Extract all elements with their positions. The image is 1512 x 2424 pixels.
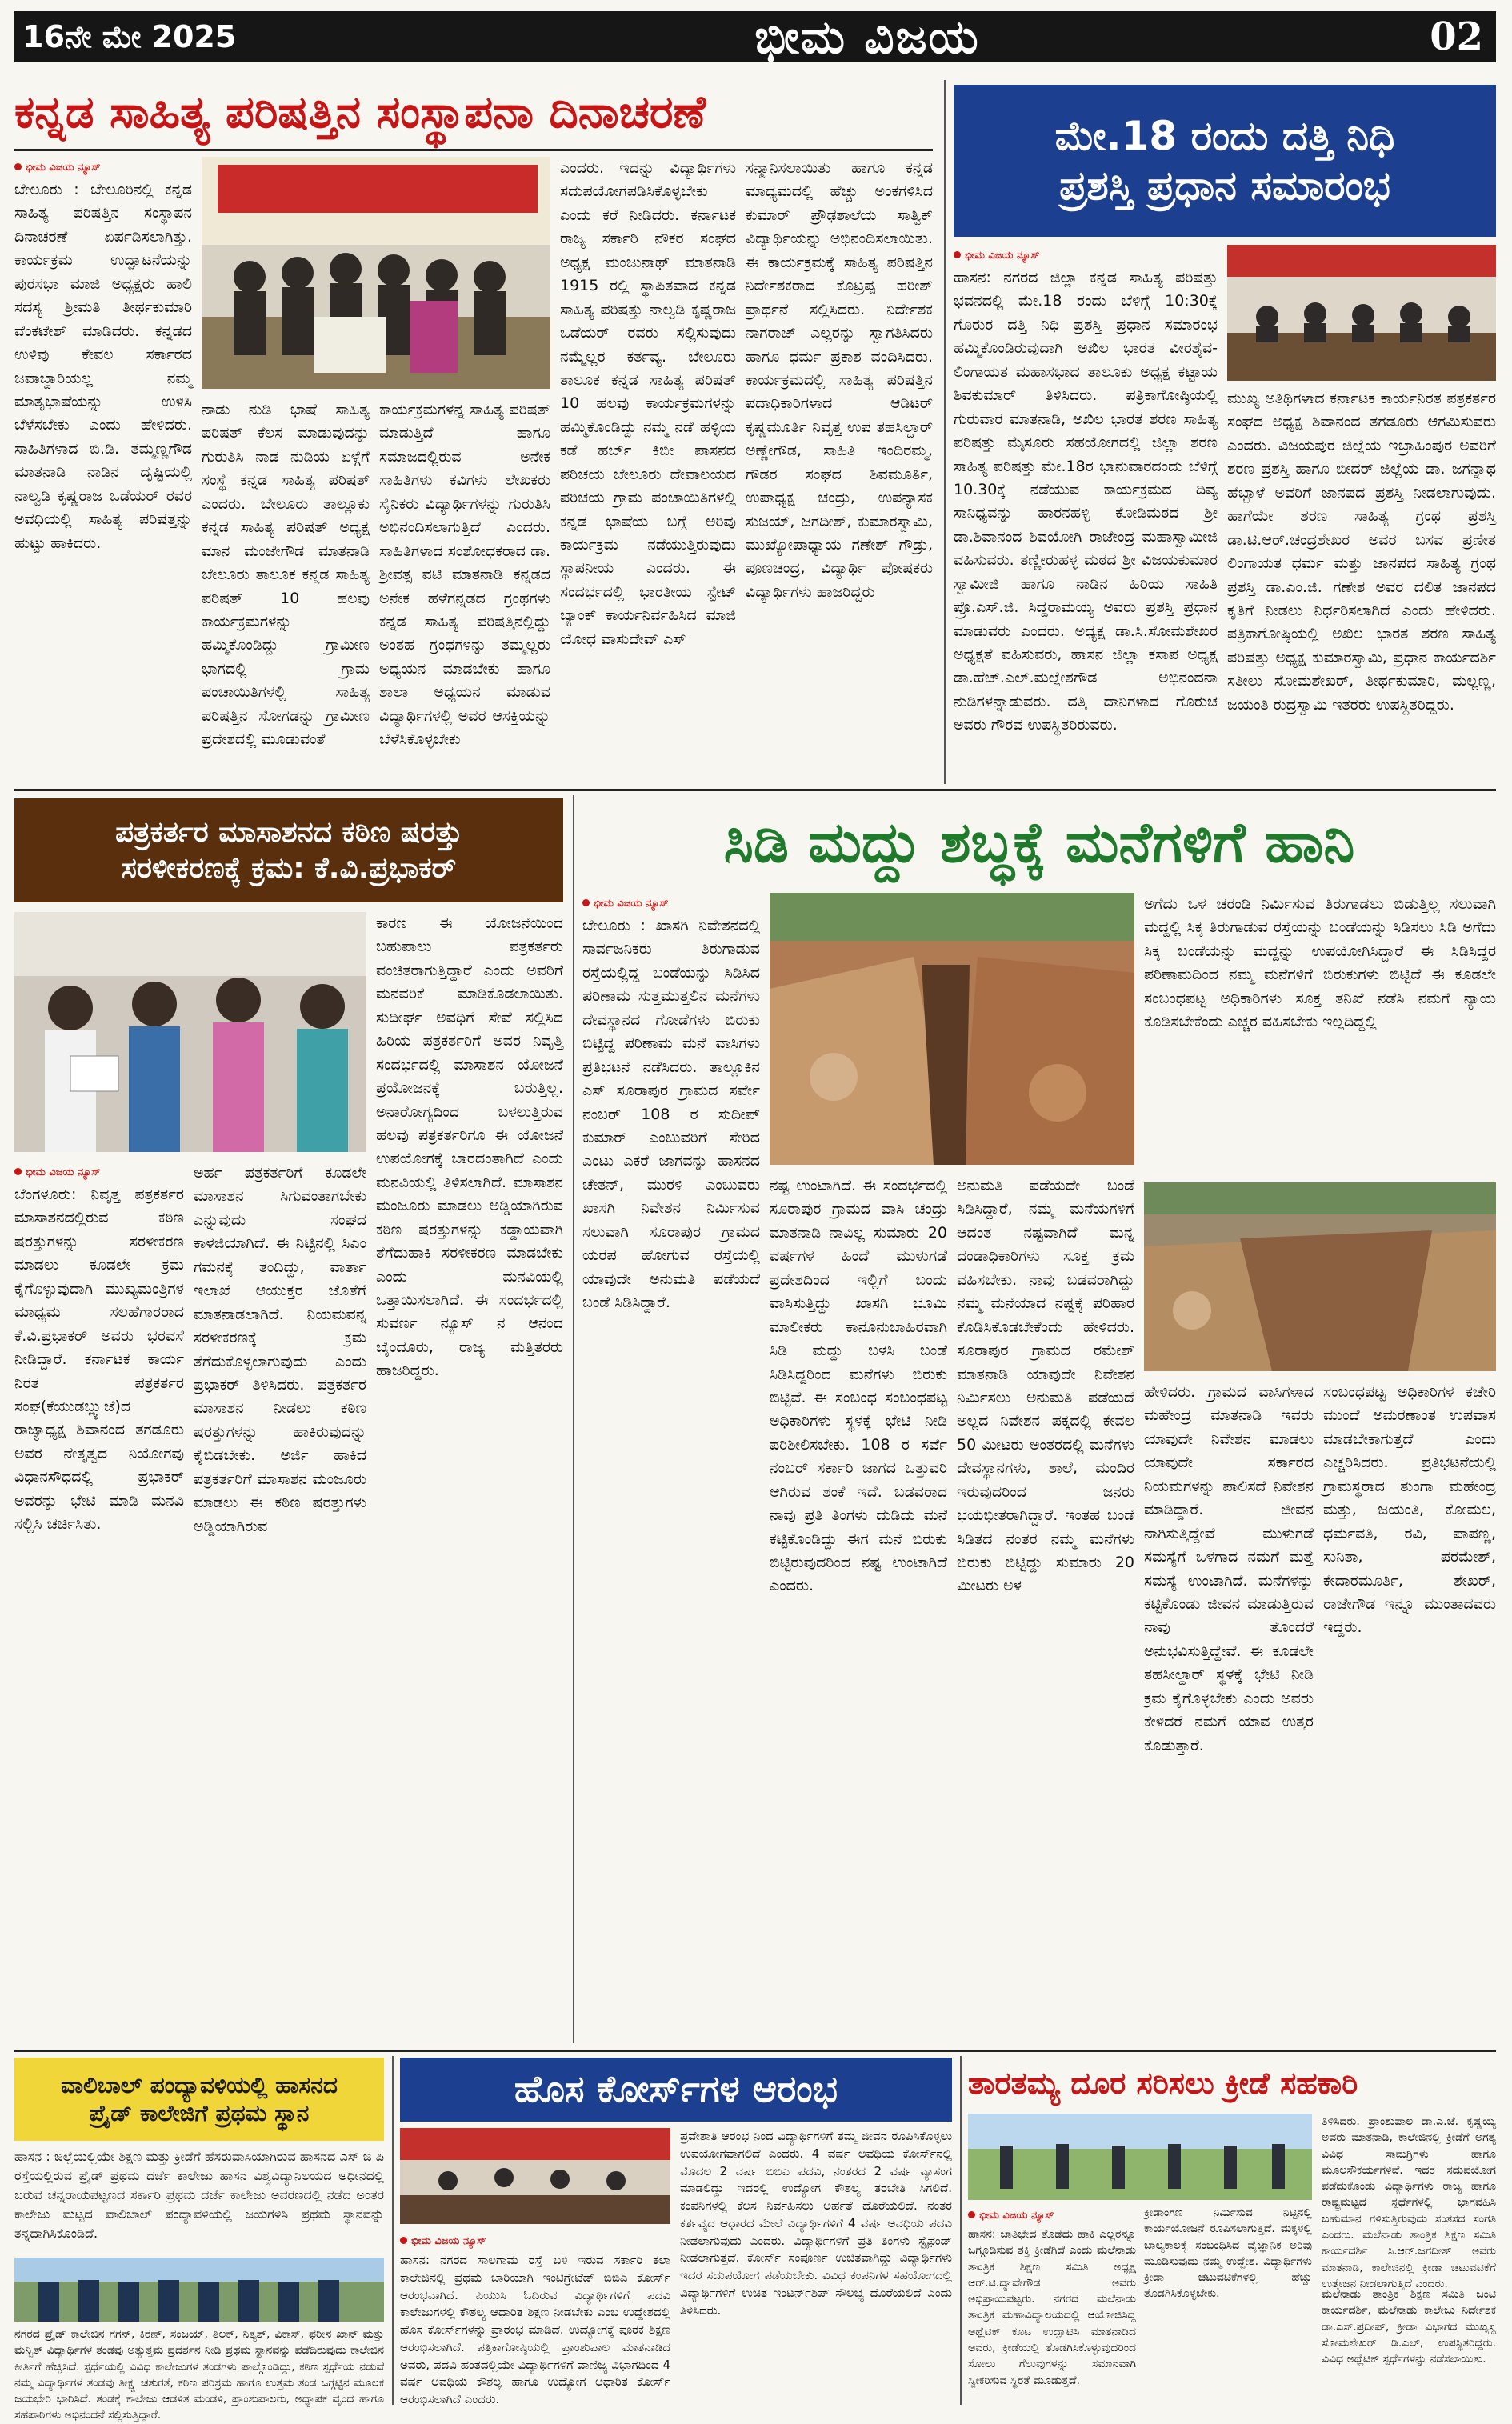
divider [14,2050,1496,2052]
article3-headline-line1: ಪತ್ರಕರ್ತರ ಮಾಸಾಶನದ ಕಠಿಣ ಷರತ್ತು [115,816,462,849]
article-text: ಬೇಲೂರು : ಖಾಸಗಿ ನಿವೇಶನದಲ್ಲಿ ಸಾರ್ವಜನಿಕರು ತಿರುಗಾಡುವ ರಸ್ತೆಯಲ್ಲಿದ್ದ ಬಂಡೆಯನ್ನು ಸಿಡಿಸಿದ ಪರಿಣಾಮ ಸುತ್ತಮುತ್ತಲಿನ ಮನೆಗಳು ದೇವಸ್ಥಾನದ ಗೋಡೆಗಳು ಬಿರುಕು ಬಿಟ್ಟಿದ್ದ ಪರಿಣಾಮ ಮನೆ ವಾಸಿಗಳು ಪ್ರತಿಭಟನೆ ನಡೆಸಿದರು. ತಾಲ್ಲೂಕಿನ ಎಸ್ ಸೂರಾಪುರ ಗ್ರಾಮದ ಸರ್ವೇ ನಂಬರ್ 108 ರ ಸುದೀಪ್ ಕುಮಾರ್ ಎಂಬುವರಿಗೆ ಸೇರಿದ ಎಂಟು ಎಕರೆ ಜಾಗವನ್ನು ಹಾಸನದ ಚೇತನ್, ಮುರಳಿ ಎಂಬುವರು ಖಾಸಗಿ ನಿವೇಶನ ನಿರ್ಮಿಸುವ ಸಲುವಾಗಿ ಸೂರಾಪುರ ಗ್ರಾಮದ ಯರಪ ಹೋಗುವ ರಸ್ತೆಯಲ್ಲಿ ಯಾವುದೇ ಅನುಮತಿ ಪಡೆಯದೆ ಬಂಡೆ ಸಿಡಿಸಿದ್ದಾರೆ. [582,917,760,1311]
article4-column-6 [1323,1381,1496,2042]
article-text: ಹಾಸನ: ಜಾತಿಭೇದ ತೊಡೆದು ಹಾಕಿ ಎಲ್ಲರನ್ನೂ ಒಗ್ಗೂಡಿಸುವ ಶಕ್ತಿ ಕ್ರೀಡೆಗಿದೆ ಎಂದು ಮಲೆನಾಡು ತಾಂತ್ರಿಕ ಶಿಕ್ಷಣ ಸಮಿತಿ ಅಧ್ಯಕ್ಷ ಆರ್.ಟಿ.ದ್ಯಾವೇಗೌಡ ಅವರು ಅಭಿಪ್ರಾಯಪಟ್ಟರು. ನಗರದ ಮಲೆನಾಡು ತಾಂತ್ರಿಕ ಮಹಾವಿದ್ಯಾಲಯದಲ್ಲಿ ಆಯೋಜಿಸಿದ್ದ ಅಥ್ಲೆಟಿಕ್ ಕೂಟ ಉದ್ಘಾಟಿಸಿ ಮಾತನಾಡಿದ ಅವರು, ಕ್ರೀಡೆಯಲ್ಲಿ ತೊಡಗಿಸಿಕೊಳ್ಳುವುದರಿಂದ ಸೋಲು ಗೆಲುವುಗಳನ್ನು ಸಮಾನವಾಗಿ ಸ್ವೀಕರಿಸುವ ಸ್ಥಿರತೆ ಮೂಡುತ್ತದೆ. [968,2228,1136,2387]
article7-headline-box [968,2058,1496,2109]
article6-headline: ಹೊಸ ಕೋರ್ಸ್‌ಗಳ ಆರಂಭ [514,2067,838,2111]
article2-column-1 [954,245,1218,781]
article-text: ಹಾಸನ : ಜಿಲ್ಲೆಯಲ್ಲಿಯೇ ಶಿಕ್ಷಣ ಮತ್ತು ಕ್ರೀಡೆಗೆ ಹೆಸರುವಾಸಿಯಾಗಿರುವ ಹಾಸನದ ಎಸ್ ಜಿ ಪಿ ರಸ್ತೆಯಲ್ಲಿರುವ ಪ್ರೈಡ್ ಪ್ರಥಮ ದರ್ಜೆ ಕಾಲೇಜು ಹಾಸನ ವಿಶ್ವವಿದ್ಯಾನಿಲಯದ ಅಧೀನದಲ್ಲಿ ಬರುವ ಚನ್ನರಾಯಪಟ್ಟಣದ ಸರ್ಕಾರಿ ಪ್ರಥಮ ದರ್ಜೆ ಕಾಲೇಜು ಅವರಣದಲ್ಲಿ ನಡೆದ ಅಂತರ ಕಾಲೇಜು ಮಟ್ಟದ ವಾಲಿಬಾಲ್ ಪಂದ್ಯಾವಳಿಯಲ್ಲಿ ಜಯಗಳಿಸಿ ಪ್ರಥಮ ಸ್ಥಾನವನ್ನು ತನ್ನದಾಗಿಸಿಕೊಂಡಿದೆ. [14,2149,384,2241]
article-text: ಸಂಬಂಧಪಟ್ಟ ಅಧಿಕಾರಿಗಳ ಕಚೇರಿ ಮುಂದೆ ಅಮರಣಾಂತ ಉಪವಾಸ ಮಾಡಬೇಕಾಗುತ್ತದೆ ಎಂದು ಎಚ್ಚರಿಸಿದರು. ಪ್ರತಿಭಟನೆಯಲ್ಲಿ ಗ್ರಾಮಸ್ಥರಾದ ತುಂಗಾ ಮಹೇಂದ್ರ ಮತ್ತು, ಜಯಂತಿ, ಕೋಮಲ, ಧರ್ಮವತಿ, ರವಿ, ಪಾಪಣ್ಣ, ಸುನಿತಾ, ಪರಮೇಶ್, ಕೇದಾರಮೂರ್ತಿ, ಶೇಖರ್, ರಾಜೇಗೌಡ ಇನ್ನೂ ಮುಂತಾದವರು ಇದ್ದರು. [1323,1383,1496,1637]
article-text: ಕ್ರೀಡಾಂಗಣ ನಿರ್ಮಿಸುವ ನಿಟ್ಟಿನಲ್ಲಿ ಕಾರ್ಯಯೋಜನೆ ರೂಪಿಸಲಾಗುತ್ತಿದೆ. ಮಕ್ಕಳಲ್ಲಿ ಬಾಲ್ಯಕಾಲಕ್ಕೆ ಸಂಬಂಧಿಸಿದ ವೈಜ್ಞಾನಿಕ ಅರಿವು ಮೂಡಿಸುವುದು ನಮ್ಮ ಉದ್ದೇಶ. ವಿದ್ಯಾರ್ಥಿಗಳು ಕ್ರೀಡಾ ಚಟುವಟಿಕೆಗಳಲ್ಲಿ ಹೆಚ್ಚು ತೊಡಗಿಸಿಕೊಳ್ಳಬೇಕು. [1144,2206,1312,2301]
article-text: ಅನುಮತಿ ಪಡೆಯದೇ ಬಂಡೆ ಸಿಡಿಸಿದ್ದಾರೆ, ನಮ್ಮ ಮನೆಯಗಳಿಗೆ ಆದಂತ ನಷ್ಟವಾಗಿದೆ ಮನ್ನ ದಂಡಾಧಿಕಾರಿಗಳು ಸೂಕ್ತ ಕ್ರಮ ವಹಿಸಬೇಕು. ನಾವು ಬಡವರಾಗಿದ್ದು ನಮ್ಮ ಮನೆಯಾದ ನಷ್ಟಕ್ಕೆ ಪರಿಹಾರ ಕೊಡಿಸಿಕೊಡಬೇಕೆಂದು ಹೇಳಿದರು. ಸೂರಾಪುರ ಗ್ರಾಮದ ರಮೇಶ್ ಮಾತನಾಡಿ ಯಾವುದೇ ನಿವೇಶನ ನಿರ್ಮಿಸಲು ಅನುಮತಿ ಪಡೆಯದೆ ಅಲ್ಲದ ನಿವೇಶನ ಪಕ್ಕದಲ್ಲಿ ಕೇವಲ 50 ಮೀಟರು ಅಂತರದಲ್ಲಿ ಮನೆಗಳು ದೇವಸ್ಥಾನಗಳು, ಶಾಲೆ, ಮಂದಿರ ಇರುವುದರಿಂದ ಜನರು ಭಯಭೀತರಾಗಿದ್ದಾರೆ. ಇಂತಹ ಬಂಡೆ ಸಿಡಿತದ ನಂತರ ನಮ್ಮ ಮನೆಗಳು ಬಿರುಕು ಬಿಟ್ಟಿದ್ದು ಸುಮಾರು 20 ಮೀಟರು ಅಳ [957,1177,1134,1595]
article4-column-2 [770,1174,947,2042]
team-photo-image [14,2258,384,2322]
article5-intro [14,2147,384,2253]
article4-column-5 [1144,1381,1314,2042]
officials-photo-image [14,912,366,1152]
article-text: ಪ್ರವೇಶಾತಿ ಆರಂಭ ನಿಂದ ವಿದ್ಯಾರ್ಥಿಗಳಿಗೆ ತಮ್ಮ ಜೀವನ ರೂಪಿಸಿಕೊಳ್ಳಲು ಉಪಯೋಗವಾಗಲಿದೆ ಎಂದರು. 4 ವರ್ಷ ಅವಧಿಯ ಕೋರ್ಸ್‌ನಲ್ಲಿ ಮೊದಲ 2 ವರ್ಷ ಬಿಬಿಎ ಪದವಿ, ನಂತರದ 2 ವರ್ಷ ವ್ಯಾಸಂಗ ಮಾಡಲಿದ್ದು ಇದರಲ್ಲಿ ಉದ್ಯೋಗ ಕೌಶಲ್ಯ ತರಬೇತಿ ಸಿಗಲಿದೆ. ಕಂಪನಿಗಳಲ್ಲಿ ಕೆಲಸ ನಿರ್ವಹಿಸಲು ಅರ್ಹತೆ ದೊರೆಯಲಿದೆ. ನಂತರ ಕರ್ತವ್ಯದ ಆಧಾರದ ಮೇಲೆ ವಿದ್ಯಾರ್ಥಿಗಳಿಗೆ 4 ವರ್ಷ ಅವಧಿಯ ಪದವಿ ನೀಡಲಾಗುವುದು ಎಂದರು. ವಿದ್ಯಾರ್ಥಿಗಳಿಗೆ ಪ್ರತಿ ತಿಂಗಳು ಸ್ಟೈಫಂಡ್ ನೀಡಲಾಗುತ್ತದೆ. ಕೋರ್ಸ್ ಸಂಪೂರ್ಣ ಉಚಿತವಾಗಿದ್ದು ವಿದ್ಯಾರ್ಥಿಗಳು ಇದರ ಸದುಪಯೋಗ ಪಡೆಯಬೇಕು. ವಿವಿಧ ಕಂಪನಿಗಳ ಸಹಯೋಗದಲ್ಲಿ ವಿದ್ಯಾರ್ಥಿಗಳಿಗೆ ಉಚಿತ ಇಂಟರ್ನ್‌ಶಿಪ್ ಸೌಲಭ್ಯ ದೊರೆಯಲಿದೆ ಎಂದು ತಿಳಿಸಿದರು. [680,2129,952,2318]
college-press-image [400,2128,670,2224]
issue-date: 16ನೇ ಮೇ 2025 [22,18,237,54]
divider [573,795,574,2043]
article-text: ನಾಡು ನುಡಿ ಭಾಷೆ ಸಾಹಿತ್ಯ ಪರಿಷತ್ ಕೆಲಸ ಮಾಡುವುದನ್ನು ಗುರುತಿಸಿ ನಾಡ ನುಡಿಯ ಏಳ್ಗೆಗೆ ಸಂಸ್ಥೆ ಕನ್ನಡ ಸಾಹಿತ್ಯ ಪರಿಷತ್ ಎಂದರು. ಬೇಲೂರು ತಾಲ್ಲೂಕು ಕನ್ನಡ ಸಾಹಿತ್ಯ ಪರಿಷತ್ ಅಧ್ಯಕ್ಷ ಮಾನ ಮಂಜೇಗೌಡ ಮಾತನಾಡಿ ಬೇಲೂರು ತಾಲೂಕ ಕನ್ನಡ ಸಾಹಿತ್ಯ ಪರಿಷತ್ 10 ಹಲವು ಕಾರ್ಯಕ್ರಮಗಳನ್ನು ಹಮ್ಮಿಕೊಂಡಿದ್ದು ಗ್ರಾಮೀಣ ಭಾಗದಲ್ಲಿ ಗ್ರಾಮ ಪಂಚಾಯಿತಿಗಳಲ್ಲಿ ಸಾಹಿತ್ಯ ಪರಿಷತ್ತಿನ ಸೋಗಡನ್ನು ಗ್ರಾಮೀಣ ಪ್ರದೇಶದಲ್ಲಿ ಮೂಡುವಂತೆ [202,401,370,749]
article7-column-3 [1144,2205,1312,2403]
trench-photo-image [770,893,1134,1165]
article2-headline-line1: ಮೇ.18 ರಂದು ದತ್ತಿ ನಿಧಿ [1054,112,1395,159]
article-text: ನಷ್ಟ ಉಂಟಾಗಿದೆ. ಈ ಸಂದರ್ಭದಲ್ಲಿ ಸೂರಾಪುರ ಗ್ರಾಮದ ವಾಸಿ ಚಂದ್ರು ಮಾತನಾಡಿ ನಾವಿಲ್ಲ ಸುಮಾರು 20 ವರ್ಷಗಳ ಹಿಂದೆ ಮುಳುಗಡೆ ಪ್ರದೇಶದಿಂದ ಇಲ್ಲಿಗೆ ಬಂದು ವಾಸಿಸುತ್ತಿದ್ದು ಖಾಸಗಿ ಭೂಮಿ ಮಾಲೀಕರು ಕಾನೂನುಬಾಹಿರವಾಗಿ ಸಿಡಿ ಮದ್ದು ಬಳಸಿ ಬಂಡೆ ಸಿಡಿಸಿದ್ದರಿಂದ ಮನೆಗಳು ಬಿರುಕು ಬಿಟ್ಟಿವೆ. ಈ ಸಂಬಂಧ ಸಂಬಂಧಪಟ್ಟ ಅಧಿಕಾರಿಗಳು ಸ್ಥಳಕ್ಕೆ ಭೇಟಿ ನೀಡಿ ಪರಿಶೀಲಿಸಬೇಕು. 108 ರ ಸರ್ವೆ ನಂಬರ್ ಸರ್ಕಾರಿ ಜಾಗದ ಒತ್ತುವರಿ ಆಗಿರುವ ಶಂಕೆ ಇದೆ. ಬಡವರಾದ ನಾವು ಪ್ರತಿ ತಿಂಗಳು ದುಡಿದು ಮನೆ ಕಟ್ಟಿಕೊಂಡಿದ್ದು ಈಗ ಮನೆ ಬಿರುಕು ಬಿಟ್ಟಿರುವುದರಿಂದ ನಷ್ಟ ಉಂಟಾಗಿದೆ ಎಂದರು. [770,1177,947,1595]
article6-column-1 [400,2230,670,2406]
divider [392,2056,394,2405]
article7-column-4 [1322,2286,1496,2403]
masthead [14,11,1496,62]
newspaper-title: ಭೀಮ ವಿಜಯ [754,9,980,64]
athletics-photo-image [968,2114,1312,2200]
article5-body [14,2326,384,2422]
divider [14,789,1496,791]
article5-photo [14,2258,384,2322]
article7-column-1 [968,2205,1136,2403]
article1-column-5 [746,157,933,781]
article4-headline: ಸಿಡಿ ಮದ್ದು ಶಬ್ಧಕ್ಕೆ ಮನೆಗಳಿಗೆ ಹಾನಿ [723,810,1355,875]
article1-headline: ಕನ್ನಡ ಸಾಹಿತ್ಯ ಪರಿಷತ್ತಿನ ಸಂಸ್ಥಾಪನಾ ದಿನಾಚರಣೆ [14,86,706,138]
byline: ಭೀಮ ವಿಜಯ ನ್ಯೂಸ್ [582,898,760,910]
article4-photo-2 [1144,1182,1496,1371]
byline: ಭೀಮ ವಿಜಯ ನ್ಯೂಸ್ [400,2235,670,2247]
article4-photo-1 [770,893,1134,1165]
article-text: ಮುಖ್ಯ ಅತಿಥಿಗಳಾದ ಕರ್ನಾಟಕ ಕಾರ್ಯನಿರತ ಪತ್ರಕರ್ತರ ಸಂಘದ ಅಧ್ಯಕ್ಷ ಶಿವಾನಂದ ತಗಡೂರು ಆಗಮಿಸುವರು ಎಂದರು. ವಿಜಯಪುರ ಜಿಲ್ಲೆಯ ಇಬ್ರಾಹಿಂಪುರ ಅವರಿಗೆ ಶರಣ ಪ್ರಶಸ್ತಿ ಹಾಗೂ ಬೀದರ್ ಜಿಲ್ಲೆಯ ಡಾ. ಜಗನ್ನಾಥ ಹೆಬ್ಬಾಳೆ ಅವರಿಗೆ ಜಾನಪದ ಪ್ರಶಸ್ತಿ ನೀಡಲಾಗುವುದು. ಹಾಗೆಯೇ ಶರಣ ಸಾಹಿತ್ಯ ಗ್ರಂಥ ಪ್ರಶಸ್ತಿ ಡಾ.ಟಿ.ಆರ್.ಚಂದ್ರಶೇಖರ ಅವರ ಬಸವ ಪ್ರಣೀತ ಲಿಂಗಾಯತ ಧರ್ಮ ಮತ್ತು ಜಾನಪದ ಸಾಹಿತ್ಯ ಗ್ರಂಥ ಪ್ರಶಸ್ತಿ ಡಾ.ಎಂ.ಜಿ. ಗಣೇಶ ಅವರ ದಲಿತ ಜಾನಪದ ಕೃತಿಗೆ ನೀಡಲು ನಿರ್ಧರಿಸಲಾಗಿದೆ ಎಂದು ಹೇಳಿದರು. ಪತ್ರಿಕಾಗೋಷ್ಠಿಯಲ್ಲಿ ಅಖಿಲ ಭಾರತ ಶರಣ ಸಾಹಿತ್ಯ ಪರಿಷತ್ತು ಅಧ್ಯಕ್ಷ ಕುಮಾರಸ್ವಾಮಿ, ಪ್ರಧಾನ ಕಾರ್ಯದರ್ಶಿ ಸತೀಲು ಸೋಮಶೇಖರ್, ತೀರ್ಥಕುಮಾರಿ, ಮಲ್ಲಣ್ಣ, ಜಯಂತಿ ರುದ್ರಸ್ವಾಮಿ ಇತರರು ಉಪಸ್ಥಿತರಿದ್ದರು. [1227,390,1496,714]
article6-headline-band [400,2058,952,2122]
bullet-icon [582,899,590,906]
article-text: ಬೇಲೂರು : ಬೇಲೂರಿನಲ್ಲಿ ಕನ್ನಡ ಸಾಹಿತ್ಯ ಪರಿಷತ್ತಿನ ಸಂಸ್ಥಾಪನ ದಿನಾಚರಣೆ ಏರ್ಪಡಿಸಲಾಗಿತ್ತು. ಕಾರ್ಯಕ್ರಮ ಉದ್ಘಾಟನೆಯನ್ನು ಪುರಸಭಾ ಮಾಜಿ ಅಧ್ಯಕ್ಷರು ಹಾಲಿ ಸದಸ್ಯ ಶ್ರೀಮತಿ ತೀರ್ಥಕುಮಾರಿ ವೆಂಕಟೇಶ್ ಮಾಡಿದರು. ಕನ್ನಡದ ಉಳಿವು ಕೇವಲ ಸರ್ಕಾರದ ಜವಾಬ್ದಾರಿಯಲ್ಲ ನಮ್ಮ ಮಾತೃಭಾಷೆಯನ್ನು ಉಳಿಸಿ ಬೆಳೆಸಬೇಕು ಎಂದು ಹೇಳಿದರು. ಸಾಹಿತಿಗಳಾದ ಬಿ.ಡಿ. ತಮ್ಮಣ್ಣಗೌಡ ಮಾತನಾಡಿ ನಾಡಿನ ದೃಷ್ಟಿಯಲ್ಲಿ ನಾಲ್ವಡಿ ಕೃಷ್ಣರಾಜ ಒಡೆಯರ್ ರವರ ಅವಧಿಯಲ್ಲಿ ಸಾಹಿತ್ಯ ಪರಿಷತ್ತನ್ನು ಹುಟ್ಟು ಹಾಕಿದರು. [14,181,192,552]
article-text: ಹಾಸನ: ನಗರದ ಜಿಲ್ಲಾ ಕನ್ನಡ ಸಾಹಿತ್ಯ ಪರಿಷತ್ತು ಭವನದಲ್ಲಿ ಮೇ.18 ರಂದು ಬೆಳಿಗ್ಗೆ 10:30ಕ್ಕೆ ಗೊರುರ ದತ್ತಿ ನಿಧಿ ಪ್ರಶಸ್ತಿ ಪ್ರಧಾನ ಸಮಾರಂಭ ಹಮ್ಮಿಕೊಂಡಿರುವುದಾಗಿ ಅಖಿಲ ಭಾರತ ವೀರಶೈವ-ಲಿಂಗಾಯತ ಮಹಾಸಭಾದ ತಾಲೂಕು ಅಧ್ಯಕ್ಷ ಕಟ್ಟಾಯ ಶಿವಕುಮಾರ್ ತಿಳಿಸಿದರು. ಪತ್ರಿಕಾಗೋಷ್ಠಿಯಲ್ಲಿ ಗುರುವಾರ ಮಾತನಾಡಿ, ಅಖಿಲ ಭಾರತ ಶರಣ ಸಾಹಿತ್ಯ ಪರಿಷತ್ತು ಮೈಸೂರು ಸಹಯೋಗದಲ್ಲಿ ಜಿಲ್ಲಾ ಶರಣ ಸಾಹಿತ್ಯ ಪರಿಷತ್ತು ಮೇ.18ರ ಭಾನುವಾರದಂದು ಬೆಳಿಗ್ಗೆ 10.30ಕ್ಕೆ ನಡೆಯುವ ಕಾರ್ಯಕ್ರಮದ ದಿವ್ಯ ಸಾನಿಧ್ಯವನ್ನು ಹಾರನಹಳ್ಳಿ ಕೋಡಿಮಠದ ಶ್ರೀ ಡಾ.ಶಿವಾನಂದ ಶಿವಯೋಗಿ ರಾಜೇಂದ್ರ ಮಹಾಸ್ವಾಮೀಜಿ ವಹಿಸುವರು. ತಣ್ಣೀರುಹಳ್ಳ ಮಠದ ಶ್ರೀ ವಿಜಯಕುಮಾರ ಸ್ವಾಮೀಜಿ ಹಾಗೂ ನಾಡಿನ ಹಿರಿಯ ಸಾಹಿತಿ ಪ್ರೊ.ಎಸ್.ಜಿ. ಸಿದ್ದರಾಮಯ್ಯ ಅವರು ಪ್ರಶಸ್ತಿ ಪ್ರಧಾನ ಮಾಡುವರು ಎಂದರು. ಅಧ್ಯಕ್ಷ ಡಾ.ಸಿ.ಸೋಮಶೇಖರ ಅಧ್ಯಕ್ಷತೆ ವಹಿಸುವರು, ಹಾಸನ ಜಿಲ್ಲಾ ಕಸಾಪ ಅಧ್ಯಕ್ಷ ಡಾ.ಹೆಚ್.ಎಲ್.ಮಲ್ಲೇಶಗೌಡ ಅಭಿನಂದನಾ ನುಡಿಗಳನ್ನಾಡುವರು. ದತ್ತಿ ದಾನಿಗಳಾದ ಗೊರುಚ ಅವರು ಗೌರವ ಉಪಸ್ಥಿತರಿರುವರು. [954,269,1218,734]
article7-column-2 [1322,2114,1496,2290]
article-text: ಎಂದರು. ಇದನ್ನು ವಿದ್ಯಾರ್ಥಿಗಳು ಸದುಪಯೋಗಪಡಿಸಿಕೊಳ್ಳಬೇಕು ಎಂದು ಕರೆ ನೀಡಿದರು. ಕರ್ನಾಟಕ ರಾಜ್ಯ ಸರ್ಕಾರಿ ನೌಕರ ಸಂಘದ ಅಧ್ಯಕ್ಷ ಮಂಜುನಾಥ್ ಮಾತನಾಡಿ 1915 ರಲ್ಲಿ ಸ್ಥಾಪಿತವಾದ ಕನ್ನಡ ಸಾಹಿತ್ಯ ಪರಿಷತ್ತು ನಾಲ್ವಡಿ ಕೃಷ್ಣರಾಜ ಒಡೆಯರ್ ರವರು ಸಲ್ಲಿಸುವುದು ನಮ್ಮೆಲ್ಲರ ಕರ್ತವ್ಯ. ಬೇಲೂರು ತಾಲೂಕ ಕನ್ನಡ ಸಾಹಿತ್ಯ ಪರಿಷತ್ 10 ಹಲವು ಕಾರ್ಯಕ್ರಮಗಳನ್ನು ಹಮ್ಮಿಕೊಂಡಿದ್ದು ನಮ್ಮ ನಡೆ ಹಳ್ಳಿಯ ಕಡೆ ಹರ್ಬ್ ಕಿಬೀ ಪಾಸನದ ಪರಿಚಯ ಬೇಲೂರು ದೇವಾಲಯದ ಪರಿಚಯ ಗ್ರಾಮ ಪಂಚಾಯಿತಿಗಳಲ್ಲಿ ಕನ್ನಡ ಭಾಷೆಯ ಬಗ್ಗೆ ಅರಿವು ಕಾರ್ಯಕ್ರಮ ನಡೆಯುತ್ತಿರುವುದು ಸ್ಥಾಪನೀಯ ಎಂದರು. ಈ ಸಂದರ್ಭದಲ್ಲಿ ಭಾರತೀಯ ಸ್ಟೇಟ್ ಬ್ಯಾಂಕ್ ಕಾರ್ಯನಿರ್ವಹಿಸಿದ ಮಾಜಿ ಯೋಧ ವಾಸುದೇವ್ ಎಸ್ [560,159,736,648]
article-text: ಅಗೆದು ಒಳ ಚರಂಡಿ ನಿರ್ಮಿಸುವ ತಿರುಗಾಡಲು ಬಿಡುತ್ತಿಲ್ಲ ಸಲುವಾಗಿ ಮದ್ದಲ್ಲಿ ಸಿಕ್ಕ ತಿರುಗಾಡುವ ರಸ್ತೆಯನ್ನು ಬಂಡೆಯನ್ನು ಸಿಡಿಸಲು ಸಿಡಿ ಅಗೆದು ಸಿಕ್ಕ ಬಂಡೆಯನ್ನು ಮದ್ದನ್ನು ಉಪಯೋಗಿಸಿದ್ದಾರೆ ಈ ಸಿಡಿಸಿದ್ದರ ಪರಿಣಾಮದಿಂದ ನಮ್ಮ ಮನೆಗಳಿಗೆ ಬಿರುಕುಗಳು ಬಿಟ್ಟಿದೆ ಈ ಕೂಡಲೇ ಸಂಬಂಧಪಟ್ಟ ಅಧಿಕಾರಿಗಳು ಸೂಕ್ತ ತನಿಖೆ ನಡೆಸಿ ನಮಗೆ ನ್ಯಾಯ ಕೊಡಿಸಬೇಕೆಂದು ಎಚ್ಚರ ವಹಿಸಬೇಕು ಇಲ್ಲದಿದ್ದಲ್ಲಿ [1144,895,1496,1031]
article-text: ಹೇಳಿದರು. ಗ್ರಾಮದ ವಾಸಿಗಳಾದ ಮಹೇಂದ್ರ ಮಾತನಾಡಿ ಇವರು ಯಾವುದೇ ನಿವೇಶನ ಮಾಡಲು ಯಾವುದೇ ಸರ್ಕಾರದ ನಿಯಮಗಳನ್ನು ಪಾಲಿಸದೆ ನಿವೇಶನ ಮಾಡಿದ್ದಾರೆ. ಜೀವನ ನಾಗಿಸುತ್ತಿದ್ದೇವೆ ಮುಳುಗಡೆ ಸಮಸ್ಯೆಗೆ ಒಳಗಾದ ನಮಗೆ ಮತ್ತೆ ಸಮಸ್ಯೆ ಉಂಟಾಗಿದೆ. ಮನೆಗಳನ್ನು ಕಟ್ಟಿಕೊಂಡು ಜೀವನ ಮಾಡುತ್ತಿರುವ ನಾವು ತೊಂದರೆ ಅನುಭವಿಸುತ್ತಿದ್ದೇವೆ. ಈ ಕೂಡಲೇ ತಹಸೀಲ್ದಾರ್ ಸ್ಥಳಕ್ಕೆ ಭೇಟಿ ನೀಡಿ ಕ್ರಮ ಕೈಗೊಳ್ಳಬೇಕು ಎಂದು ಅವರು ಕೇಳಿದರೆ ನಮಗೆ ಯಾವ ಉತ್ತರ ಕೊಡುತ್ತಾರೆ. [1144,1383,1314,1754]
article-text: ಬೆಂಗಳೂರು: ನಿವೃತ್ತ ಪತ್ರಕರ್ತರ ಮಾಸಾಶನದಲ್ಲಿರುವ ಕಠಿಣ ಷರತ್ತುಗಳನ್ನು ಸರಳೀಕರಣ ಮಾಡಲು ಕೂಡಲೇ ಕ್ರಮ ಕೈಗೊಳ್ಳುವುದಾಗಿ ಮುಖ್ಯಮಂತ್ರಿಗಳ ಮಾಧ್ಯಮ ಸಲಹೆಗಾರರಾದ ಕೆ.ವಿ.ಪ್ರಭಾಕರ್ ಅವರು ಭರವಸೆ ನೀಡಿದ್ದಾರೆ. ಕರ್ನಾಟಕ ಕಾರ್ಯ ನಿರತ ಪತ್ರಕರ್ತರ ಸಂಘ(ಕೆಯುಡಬ್ಲ್ಯುಜೆ)ದ ರಾಜ್ಯಾಧ್ಯಕ್ಷ ಶಿವಾನಂದ ತಗಡೂರು ಅವರ ನೇತೃತ್ವದ ನಿಯೋಗವು ವಿಧಾನಸೌಧದಲ್ಲಿ ಪ್ರಭಾಕರ್ ಅವರನ್ನು ಭೇಟಿ ಮಾಡಿ ಮನವಿ ಸಲ್ಲಿಸಿ ಚರ್ಚಿಸಿತು. [14,1186,184,1534]
group-photo-image [202,157,550,389]
article4-column-1 [582,893,760,2042]
article-text: ನಗರದ ಪ್ರೈಡ್ ಕಾಲೇಜಿನ ಗಗನ್, ಕಿರಣ್, ಸಂಜಯ್, ತಿಲಕ್, ನಿತ್ಯಶ್, ವಿಕಾಸ್, ಫರೀನ ಖಾನ್ ಮತ್ತು ಮನ್ವಿತ್ ವಿದ್ಯಾರ್ಥಿಗಳ ತಂಡವು ಅತ್ಯುತ್ತಮ ಪ್ರದರ್ಶನ ನೀಡಿ ಪ್ರಥಮ ಸ್ಥಾನವನ್ನು ಪಡೆದಿರುವುದು ಕಾಲೇಜಿನ ಕೀರ್ತಿಗೆ ಹೆಚ್ಚಿಸಿದೆ. ಸ್ಪರ್ಧೆಯಲ್ಲಿ ವಿವಿಧ ಕಾಲೇಜುಗಳ ತಂಡಗಳು ಪಾಲ್ಗೊಂಡಿದ್ದು, ಕಠಿಣ ಸ್ಪರ್ಧೆಯ ನಡುವೆ ನಮ್ಮ ವಿದ್ಯಾರ್ಥಿಗಳ ತಂಡವು ತೀಕ್ಷ್ಣ ಚತುರತೆ, ಕಠಿಣ ಪರಿಶ್ರಮ ಹಾಗೂ ಉತ್ತಮ ತಂಡ ಒಗ್ಗಟ್ಟಿನ ಮೂಲಕ ಜಯಭೇರಿ ಭಾರಿಸಿದೆ. ತಂಡಕ್ಕೆ ಕಾಲೇಜು ಆಡಳಿತ ಮಂಡಳಿ, ಪ್ರಾಂಶುಪಾಲರು, ಅಧ್ಯಾಪಕ ವೃಂದ ಹಾಗೂ ಸಹಪಾಠಿಗಳು ಅಭಿನಂದನೆ ಸಲ್ಲಿಸುತ್ತಿದ್ದಾರೆ. [14,2328,384,2422]
article3-photo [14,912,366,1152]
article1-headline-box [14,80,933,146]
divider [944,80,946,784]
article1-column-1 [14,157,192,781]
byline: ಭೀಮ ವಿಜಯ ನ್ಯೂಸ್ [14,162,192,174]
bullet-icon [954,251,961,258]
article-text: ಕಾರ್ಯಕ್ರಮಗಳನ್ನ ಸಾಹಿತ್ಯ ಪರಿಷತ್ ಮಾಡುತ್ತಿದೆ ಹಾಗೂ ಸಮಾಜದಲ್ಲಿರುವ ಅನೇಕ ಸಾಹಿತಿಗಳು ಕವಿಗಳು ಲೇಖಕರು ಸೈನಿಕರು ವಿದ್ಯಾರ್ಥಿಗಳನ್ನು ಗುರುತಿಸಿ ಅಭಿನಂದಿಸಲಾಗುತ್ತಿದೆ ಎಂದರು. ಸಾಹಿತಿಗಳಾದ ಸಂಶೋಧಕರಾದ ಡಾ. ಶ್ರೀವತ್ಸ ವಟಿ ಮಾತನಾಡಿ ಕನ್ನಡದ ಅನೇಕ ಹಳೆಗನ್ನಡದ ಗ್ರಂಥಗಳು ಕನ್ನಡ ಸಾಹಿತ್ಯ ಪರಿಷತ್ತಿನಲ್ಲಿದ್ದು ಅಂತಹ ಗ್ರಂಥಗಳನ್ನು ತಮ್ಮಲ್ಲರು ಅಧ್ಯಯನ ಮಾಡಬೇಕು ಹಾಗೂ ಶಾಲಾ ಅಧ್ಯಯನ ಮಾಡುವ ವಿದ್ಯಾರ್ಥಿಗಳಲ್ಲಿ ಅವರ ಆಸಕ್ತಿಯನ್ನು ಬೆಳೆಸಿಕೊಳ್ಳಬೇಕು [379,401,550,749]
article-text: ಅರ್ಹ ಪತ್ರಕರ್ತರಿಗೆ ಕೂಡಲೇ ಮಾಸಾಶನ ಸಿಗುವಂತಾಗಬೇಕು ಎನ್ನುವುದು ಸಂಘದ ಕಾಳಜಿಯಾಗಿದೆ. ಈ ನಿಟ್ಟಿನಲ್ಲಿ ಸಿಎಂ ಗಮನಕ್ಕೆ ತಂದಿದ್ದು, ವಾರ್ತಾ ಇಲಾಖೆ ಆಯುಕ್ತರ ಜೊತೆಗೆ ಮಾತನಾಡಲಾಗಿದೆ. ನಿಯಮವನ್ನ ಸರಳೀಕರಣಕ್ಕೆ ಕ್ರಮ ತೆಗೆದುಕೊಳ್ಳಲಾಗುವುದು ಎಂದು ಪ್ರಭಾಕರ್ ತಿಳಿಸಿದರು. ಪತ್ರಕರ್ತರ ಮಾಸಾಶನ ನೀಡಲು ಕಠಿಣ ಷರತ್ತುಗಳನ್ನು ಹಾಕಿರುವುದನ್ನು ಕೈಬಿಡಬೇಕು. ಅರ್ಜಿ ಹಾಕಿದ ಪತ್ರಕರ್ತರಿಗೆ ಮಾಸಾಶನ ಮಂಜೂರು ಮಾಡಲು ಈ ಕಠಿಣ ಷರತ್ತುಗಳು ಅಡ್ಡಿಯಾಗಿರುವ [194,1164,366,1535]
byline: ಭೀಮ ವಿಜಯ ನ್ಯೂಸ್ [968,2210,1136,2222]
article-text: ಕಾರಣ ಈ ಯೋಜನೆಯಿಂದ ಬಹುಪಾಲು ಪತ್ರಕರ್ತರು ವಂಚಿತರಾಗುತ್ತಿದ್ದಾರೆ ಎಂದು ಅವರಿಗೆ ಮನವರಿಕೆ ಮಾಡಿಕೊಡಲಾಯಿತು. ಸುದೀರ್ಘ ಅವಧಿಗೆ ಸೇವೆ ಸಲ್ಲಿಸಿದ ಹಿರಿಯ ಪತ್ರಕರ್ತರಿಗೆ ಅವರ ನಿವೃತ್ತಿ ಸಂದರ್ಭದಲ್ಲಿ ಮಾಸಾಶನ ಯೋಜನೆ ಪ್ರಯೋಜನಕ್ಕೆ ಬರುತ್ತಿಲ್ಲ. ಅನಾರೋಗ್ಯದಿಂದ ಬಳಲುತ್ತಿರುವ ಹಲವು ಪತ್ರಕರ್ತರಿಗೂ ಈ ಯೋಜನೆ ಉಪಯೋಗಕ್ಕೆ ಬಾರದಂತಾಗಿದೆ ಎಂದು ಮನವಿಯಲ್ಲಿ ತಿಳಿಸಲಾಗಿದೆ. ಮಾಸಾಶನ ಮಂಜೂರು ಮಾಡಲು ಅಡ್ಡಿಯಾಗಿರುವ ಕಠಿಣ ಷರತ್ತುಗಳನ್ನು ಕಡ್ಡಾಯವಾಗಿ ತೆಗೆದುಹಾಕಿ ಸರಳೀಕರಣ ಮಾಡಬೇಕು ಎಂದು ಮನವಿಯಲ್ಲಿ ಒತ್ತಾಯಿಸಲಾಗಿದೆ. ಈ ಸಂದರ್ಭದಲ್ಲಿ ಸುವರ್ಣ ನ್ಯೂಸ್ ನ ಆನಂದ ಬೈಂದೂರು, ರಾಜ್ಯ ಮತ್ತಿತರರು ಹಾಜರಿದ್ದರು. [376,914,563,1380]
byline: ಭೀಮ ವಿಜಯ ನ್ಯೂಸ್ [954,250,1218,262]
article2-column-2 [1227,387,1496,781]
bullet-icon [14,1168,22,1175]
byline: ಭೀಮ ವಿಜಯ ನ್ಯೂಸ್ [14,1166,184,1178]
article3-column-1 [14,1162,184,2042]
article5-headline-line2: ಪ್ರೈಡ್ ಕಾಲೇಜಿಗೆ ಪ್ರಥಮ ಸ್ಥಾನ [89,2100,310,2126]
article3-headline-band [14,798,563,902]
article3-column-3 [376,912,563,2042]
article1-photo [202,157,550,389]
divider [14,149,933,151]
article7-headline: ತಾರತಮ್ಯ ದೂರ ಸರಿಸಲು ಕ್ರೀಡೆ ಸಹಕಾರಿ [968,2066,1358,2101]
article1-column-3 [379,398,550,781]
article2-headline-line2: ಪ್ರಶಸ್ತಿ ಪ್ರಧಾನ ಸಮಾರಂಭ [1059,162,1390,209]
article1-column-4 [560,157,736,781]
article2-headline-band [954,85,1496,237]
article4-column-4 [1144,893,1496,1173]
article4-column-3 [957,1174,1134,2042]
article6-column-2 [680,2128,952,2403]
excavation-photo-image [1144,1182,1496,1371]
article-text: ಹಾಸನ: ನಗರದ ಸಾಲಗಾಮ ರಸ್ತೆ ಬಳಿ ಇರುವ ಸರ್ಕಾರಿ ಕಲಾ ಕಾಲೇಜಿನಲ್ಲಿ ಪ್ರಥಮ ಬಾರಿಯಾಗಿ ಇಂಟಿಗ್ರೇಟೆಡ್ ಬಿಬಿಎ ಕೋರ್ಸ್ ಆರಂಭವಾಗಿದೆ. ಪಿಯುಸಿ ಓದಿರುವ ವಿದ್ಯಾರ್ಥಿಗಳಿಗೆ ಪದವಿ ಕಾಲೇಜುಗಳಲ್ಲಿ ಕೌಶಲ್ಯ ಆಧಾರಿತ ಶಿಕ್ಷಣ ನೀಡಬೇಕು ಎಂಬ ಉದ್ದೇಶದಲ್ಲಿ ಹೊಸ ಕೋರ್ಸ್‌ಗಳನ್ನು ಪ್ರಾರಂಭ ಮಾಡಿದೆ. ಉದ್ಯೋಗಕ್ಕೆ ಪೂರಕ ಶಿಕ್ಷಣ ಆರಂಭಿಸಲಾಗಿದೆ. ಪತ್ರಿಕಾಗೋಷ್ಠಿಯಲ್ಲಿ ಪ್ರಾಂಶುಪಾಲ ಮಾತನಾಡಿದ ಅವರು, ಪದವಿ ಹಂತದಲ್ಲಿಯೇ ವಿದ್ಯಾರ್ಥಿಗಳಿಗೆ ವಾಣಿಜ್ಯ ವಿಭಾಗದಿಂದ 4 ವರ್ಷ ಅವಧಿಯ ಕೌಶಲ್ಯ ಹಾಗೂ ಉದ್ಯೋಗ ಆಧಾರಿತ ಕೋರ್ಸ್ ಆರಂಭಿಸಲಾಗಿದೆ ಎಂದರು. [400,2253,670,2406]
divider [960,2056,962,2405]
bullet-icon [400,2237,407,2244]
article3-headline-line2: ಸರಳೀಕರಣಕ್ಕೆ ಕ್ರಮ: ಕೆ.ವಿ.ಪ್ರಭಾಕರ್ [121,852,457,885]
bullet-icon [968,2211,975,2218]
article1-column-2 [202,398,370,781]
page-number: 02 [1430,14,1483,59]
article-text: ಸನ್ಮಾನಿಸಲಾಯಿತು ಹಾಗೂ ಕನ್ನಡ ಮಾಧ್ಯಮದಲ್ಲಿ ಹೆಚ್ಚು ಅಂಕಗಳಿಸಿದ ಕುಮಾರ್ ಪ್ರೌಢಶಾಲೆಯ ಸಾತ್ವಿಕ್ ವಿದ್ಯಾರ್ಥಿಯನ್ನು ಅಭಿನಂದಿಸಲಾಯಿತು. ಈ ಕಾರ್ಯಕ್ರಮಕ್ಕೆ ಸಾಹಿತ್ಯ ಪರಿಷತ್ತಿನ ನಿರ್ದೇಶಕರಾದ ಕೊಟ್ರಪ್ಪ ಹರೀಶ್ ಪ್ರಾರ್ಥನೆ ಸಲ್ಲಿಸಿದರು. ನಿರ್ದೇಶಕ ನಾಗರಾಜ್ ಎಲ್ಲರನ್ನು ಸ್ವಾಗತಿಸಿದರು ಹಾಗೂ ಧರ್ಮ ಪ್ರಕಾಶ ವಂದಿಸಿದರು. ಕಾರ್ಯಕ್ರಮದಲ್ಲಿ ಸಾಹಿತ್ಯ ಪರಿಷತ್ತಿನ ಪದಾಧಿಕಾರಿಗಳಾದ ಆಡಿಟರ್ ಕೃಷ್ಣಮೂರ್ತಿ ನಿವೃತ್ತ ಉಪ ತಹಸಿಲ್ದಾರ್ ಅಣ್ಣೇಗೌಡ, ಸಾಹಿತಿ ಇಂದಿರಮ್ಮ, ಗೌಡರ ಸಂಘದ ಶಿವಮೂರ್ತಿ, ಉಪಾಧ್ಯಕ್ಷ ಚಂದ್ರು, ಉಪನ್ಯಾಸಕ ಸುಜಯ್, ಜಗದೀಶ್, ಕುಮಾರಸ್ವಾಮಿ, ಮುಖ್ಯೋಪಾಧ್ಯಾಯ ಗಣೇಶ್ ಗೌಡ್ರು, ಪೂಣಚಂದ್ರ, ವಿದ್ಯಾರ್ಥಿ ಪೋಷಕರು ವಿದ್ಯಾರ್ಥಿಗಳು ಹಾಜರಿದ್ದರು [746,159,933,601]
article-text: ಮಲೆನಾಡು ತಾಂತ್ರಿಕ ಶಿಕ್ಷಣ ಸಮಿತಿ ಜಂಟಿ ಕಾರ್ಯದರ್ಶಿ, ಮಲೆನಾಡು ಕಾಲೇಜು ನಿರ್ದೇಶಕ ಡಾ.ಎಸ್.ಪ್ರದೀಪ್, ಕ್ರೀಡಾ ವಿಭಾಗದ ಮುಖ್ಯಸ್ಥ ಸೋಮಶೇಖರ್ ಡಿ.ಎಲ್, ಉಪಸ್ಥಿತರಿದ್ದರು. ವಿವಿಧ ಅಥ್ಲೆಟಿಕ್ ಸ್ಪರ್ಧೆಗಳನ್ನು ನಡೆಸಲಾಯಿತು. [1322,2288,1496,2366]
article2-photo [1227,245,1496,381]
article5-headline-band [14,2058,384,2141]
bullet-icon [14,163,22,170]
article6-photo [400,2128,670,2224]
article5-headline-line1: ವಾಲಿಬಾಲ್ ಪಂದ್ಯಾವಳಿಯಲ್ಲಿ ಹಾಸನದ [61,2072,338,2098]
article-text: ತಿಳಿಸಿದರು. ಪ್ರಾಂಶುಪಾಲ ಡಾ.ಎ.ಜೆ. ಕೃಷ್ಣಯ್ಯ ಅವರು ಮಾತನಾಡಿ, ಕಾಲೇಜಿನಲ್ಲಿ ಕ್ರೀಡೆಗೆ ಅಗತ್ಯ ವಿವಿಧ ಸಾಮಗ್ರಿಗಳು ಹಾಗೂ ಮೂಲಸೌಕರ್ಯಗಳಿವೆ. ಇದರ ಸದುಪಯೋಗ ಪಡೆದುಕೊಂಡು ವಿದ್ಯಾರ್ಥಿಗಳು ರಾಜ್ಯ ಹಾಗೂ ರಾಷ್ಟ್ರಮಟ್ಟದ ಸ್ಪರ್ಧೆಗಳಲ್ಲಿ ಭಾಗವಹಿಸಿ ಬಹುಮಾನ ಗಳಿಸುತ್ತಿರುವುದು ಸಂತಸದ ಸಂಗತಿ ಎಂದರು. ಮಲೆನಾಡು ತಾಂತ್ರಿಕ ಶಿಕ್ಷಣ ಸಮಿತಿ ಕಾರ್ಯದರ್ಶಿ ಸಿ.ಆರ್.ಜಗದೀಶ್ ಅವರು ಮಾತನಾಡಿ, ಕಾಲೇಜಿನಲ್ಲಿ ಕ್ರೀಡಾ ಚಟುವಟಿಕೆಗೆ ಉತ್ತೇಜನ ನೀಡಲಾಗುತ್ತಿದೆ ಎಂದರು. [1322,2115,1496,2290]
article7-photo-1 [968,2114,1312,2200]
article4-headline-box [582,798,1496,886]
article3-column-2 [194,1162,366,2042]
press-meet-image [1227,245,1496,381]
